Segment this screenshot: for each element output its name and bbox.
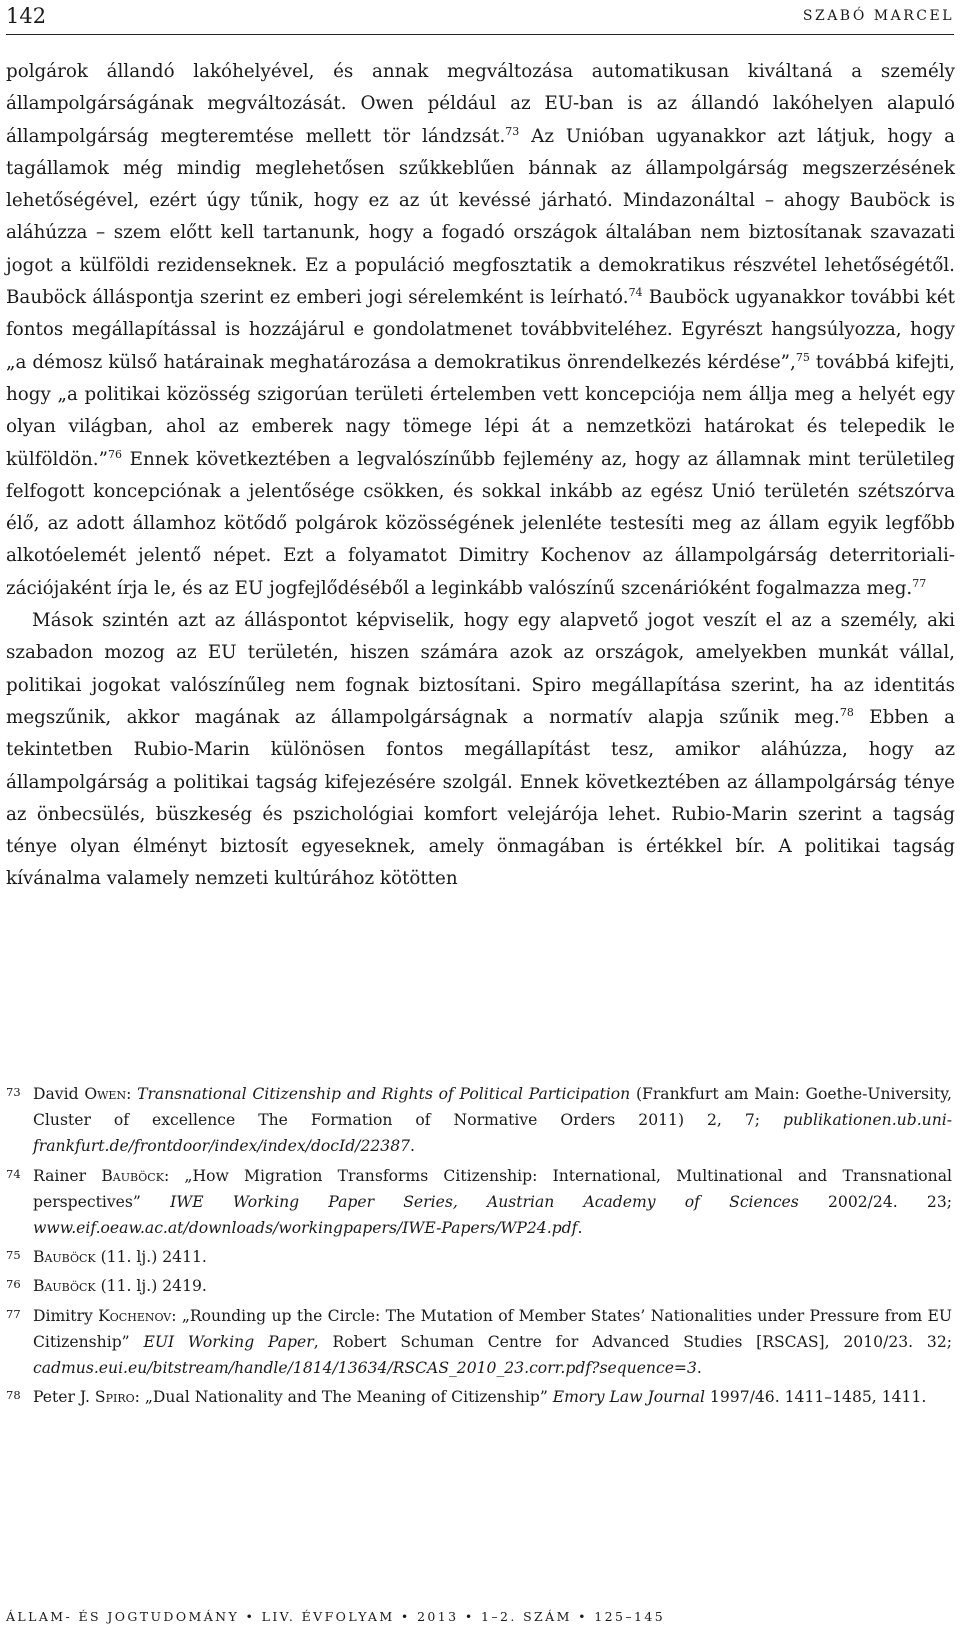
body-text-span: Ebben a tekintetben Rubio-Marin különösen fontos megállapítást tesz, amikor aláhúzza, hogy az állampolgárság a politikai tagság kifejezésére szolgál. Ennek következtében az állampolgárság ténye az önbecsülés, büszkeség és pszichológiai komfort velejárója lehet. Rubio-Marin szerint a tagság ténye olyan élményt biztosít egyeseknek, amely önmagában is értékkel bír. A politikai tagság kívánalma valamely nemzeti kultúrához kötötten — [6, 706, 955, 890]
footnote-part: . — [696, 1359, 702, 1378]
paragraph-1 — [6, 56, 955, 605]
author-surname: Bauböck — [33, 1248, 96, 1267]
footnote-part: : „Dual Nationality and The Meaning of Citizenship” — [134, 1388, 553, 1407]
footnote-number: 74 — [6, 1166, 21, 1181]
footnote-number: 75 — [6, 1248, 21, 1263]
footnote-part: 1997/46. 1411–1485, 1411. — [704, 1388, 927, 1407]
body-text-span: Ennek következtében a legvalószínűbb fejlemény az, hogy az államnak mint területileg felfogott koncepciónak a jelentősége csökken, és sokkal inkább az egész Unió területén szétszórva élő, az adott államhoz kötődő polgárok közösségének jelenléte testesíti meg az állam egyik legfőbb alkotóelemét jelentő népet. Ezt a folyamatot Dimitry Kochenov az állampolgárság deterritorializációjaként írja le, és az EU jogfejlődéséből a leginkább valószínű szcenárióként fogalmazza meg. — [6, 448, 955, 599]
author-surname: Bauböck — [101, 1166, 164, 1185]
running-head-author: SZABÓ MARCEL — [802, 8, 954, 24]
body-text-span: Bauböck ugyanakkor további két fontos megállapítással is hozzájárul e gondolatmenet továbbviteléhez. Egyrészt hangsúlyozza, hogy „a démosz külső határainak meghatározása a demokratikus önrendelkezés kérdése”, — [6, 287, 955, 373]
footnote-74 — [6, 1163, 952, 1242]
footnote-text — [33, 1273, 952, 1299]
footnote-text — [33, 1163, 952, 1242]
footnote-ref-73[interactable]: 73 — [505, 124, 520, 138]
footnote-part: Dimitry — [33, 1306, 99, 1325]
footnote-part: : „Rounding up the Circle: The Mutation of Member States’ Nationalities under Pressure from EU Citizenship” — [33, 1306, 952, 1351]
page-header — [6, 0, 954, 35]
body-text-span: polgárok állandó lakóhelyével, és annak megváltozása automatikusan kiváltaná a személy állampolgárságának megváltozását. Owen például az EU-ban is az állandó lakóhelyen alapuló állampolgárság megteremtése mellett tör lándzsát. — [6, 61, 955, 147]
footnote-part: Peter J. — [33, 1388, 95, 1407]
footnote-part: (11. lj.) 2419. — [95, 1277, 207, 1296]
source-url[interactable]: publikationen.ub.uni-frankfurt.de/frontdoor/index/index/docId/22387 — [33, 1111, 952, 1156]
footnote-ref-77[interactable]: 77 — [912, 576, 927, 590]
footnote-number: 77 — [6, 1306, 21, 1321]
footnote-text — [33, 1384, 952, 1410]
body-text-span: Az Unióban ugyanakkor azt látjuk, hogy a tagállamok még mindig meglehetősen szűkkeblűen bánnak az állampolgárság megszerzésének lehetőségével, ezért úgy tűnik, hogy ez az út kevéssé járható. Mindazonáltal – ahogy Bauböck is aláhúzza – szem előtt kell tartanunk, hogy a fogadó országok általában nem biztosítanak szavazati jogot a külföldi rezidenseknek. Ez a populáció megfosztatik a demokratikus részvétel lehetőségétől. Bauböck álláspontja szerint ez emberi jogi sérelemként is leírható. — [6, 125, 955, 309]
source-url[interactable]: cadmus.eui.eu/bitstream/handle/1814/13634/RSCAS_2010_23.corr.pdf?sequence=3 — [33, 1359, 697, 1378]
footnote-ref-75[interactable]: 75 — [795, 350, 810, 364]
main-body-text — [6, 56, 955, 896]
footnote-ref-74[interactable]: 74 — [628, 286, 643, 300]
footnote-part: Rainer — [33, 1166, 102, 1185]
footnote-part: . — [577, 1219, 583, 1238]
author-surname: Spiro — [94, 1388, 135, 1407]
footnote-part: , Robert Schuman Centre for Advanced Studies [RSCAS], 2010/23. 32; — [313, 1332, 953, 1351]
journal-footer: ÁLLAM- ÉS JOGTUDOMÁNY • LIV. ÉVFOLYAM • 2013 • 1–2. SZÁM • 125–145 — [6, 1609, 666, 1624]
body-text-span: továbbá kifejti, hogy „a politikai közösség szigorúan területi értelemben vett koncepciója nem állja meg a helyét egy olyan világban, ahol az emberek nagy tömege lépi át a nemzetközi határokat és telepedik le külföldön.” — [6, 351, 955, 470]
source-url[interactable]: www.eif.oeaw.ac.at/downloads/workingpapers/IWE-Papers/WP24.pdf — [33, 1219, 578, 1238]
footnote-part: : „How Migration Transforms Citizenship: International, Multinational and Transnational perspectives” — [33, 1166, 952, 1211]
footnote-75 — [6, 1244, 952, 1270]
footnote-ref-76[interactable]: 76 — [107, 447, 122, 461]
author-surname: Kochenov — [98, 1306, 172, 1325]
footnote-number: 76 — [6, 1277, 21, 1292]
footnote-number: 73 — [6, 1085, 21, 1099]
footnote-part: 2002/24. 23; — [798, 1192, 953, 1211]
work-title: Emory Law Journal — [552, 1388, 705, 1407]
footnote-number: 78 — [6, 1388, 21, 1403]
footnote-ref-78[interactable]: 78 — [839, 705, 854, 719]
author-surname: Bauböck — [33, 1277, 96, 1296]
paragraph-2 — [6, 605, 955, 896]
footnote-77 — [6, 1303, 952, 1382]
work-title: EUI Working Paper — [143, 1332, 314, 1351]
footnote-part: David — [33, 1085, 85, 1103]
work-title: Transnational Citizenship and Rights of Political Participation — [137, 1085, 631, 1103]
footnote-part: : — [126, 1085, 138, 1103]
footnote-text — [33, 1244, 952, 1270]
footnote-part: (11. lj.) 2411. — [95, 1248, 207, 1267]
footnote-part: (Frankfurt am Main: Goethe-University, Cluster of excellence The Formation of Normative Orders 2011) 2, 7; — [33, 1085, 952, 1130]
work-title: IWE Working Paper Series, Austrian Academy of Sciences — [170, 1192, 799, 1211]
footnote-part: . — [410, 1137, 416, 1156]
footnotes-section — [6, 1081, 952, 1413]
footnote-78 — [6, 1384, 952, 1410]
footnote-73 — [6, 1081, 952, 1160]
footnote-text — [33, 1303, 952, 1382]
page-number: 142 — [6, 4, 47, 28]
footnote-text — [33, 1081, 952, 1160]
body-text-span: Mások szintén azt az álláspontot képviselik, hogy egy alapvető jogot veszít el az a személy, aki szabadon mozog az EU területén, hiszen számára azok az országok, amelyekben munkát vállal, politikai jogokat valószínűleg nem fognak biztosítani. Spiro megállapítása szerint, ha az identitás megszűnik, akkor magának az állampolgárságnak a normatív alapja szűnik meg. — [6, 610, 955, 728]
author-surname: Owen — [84, 1085, 127, 1103]
footnote-76 — [6, 1273, 952, 1299]
